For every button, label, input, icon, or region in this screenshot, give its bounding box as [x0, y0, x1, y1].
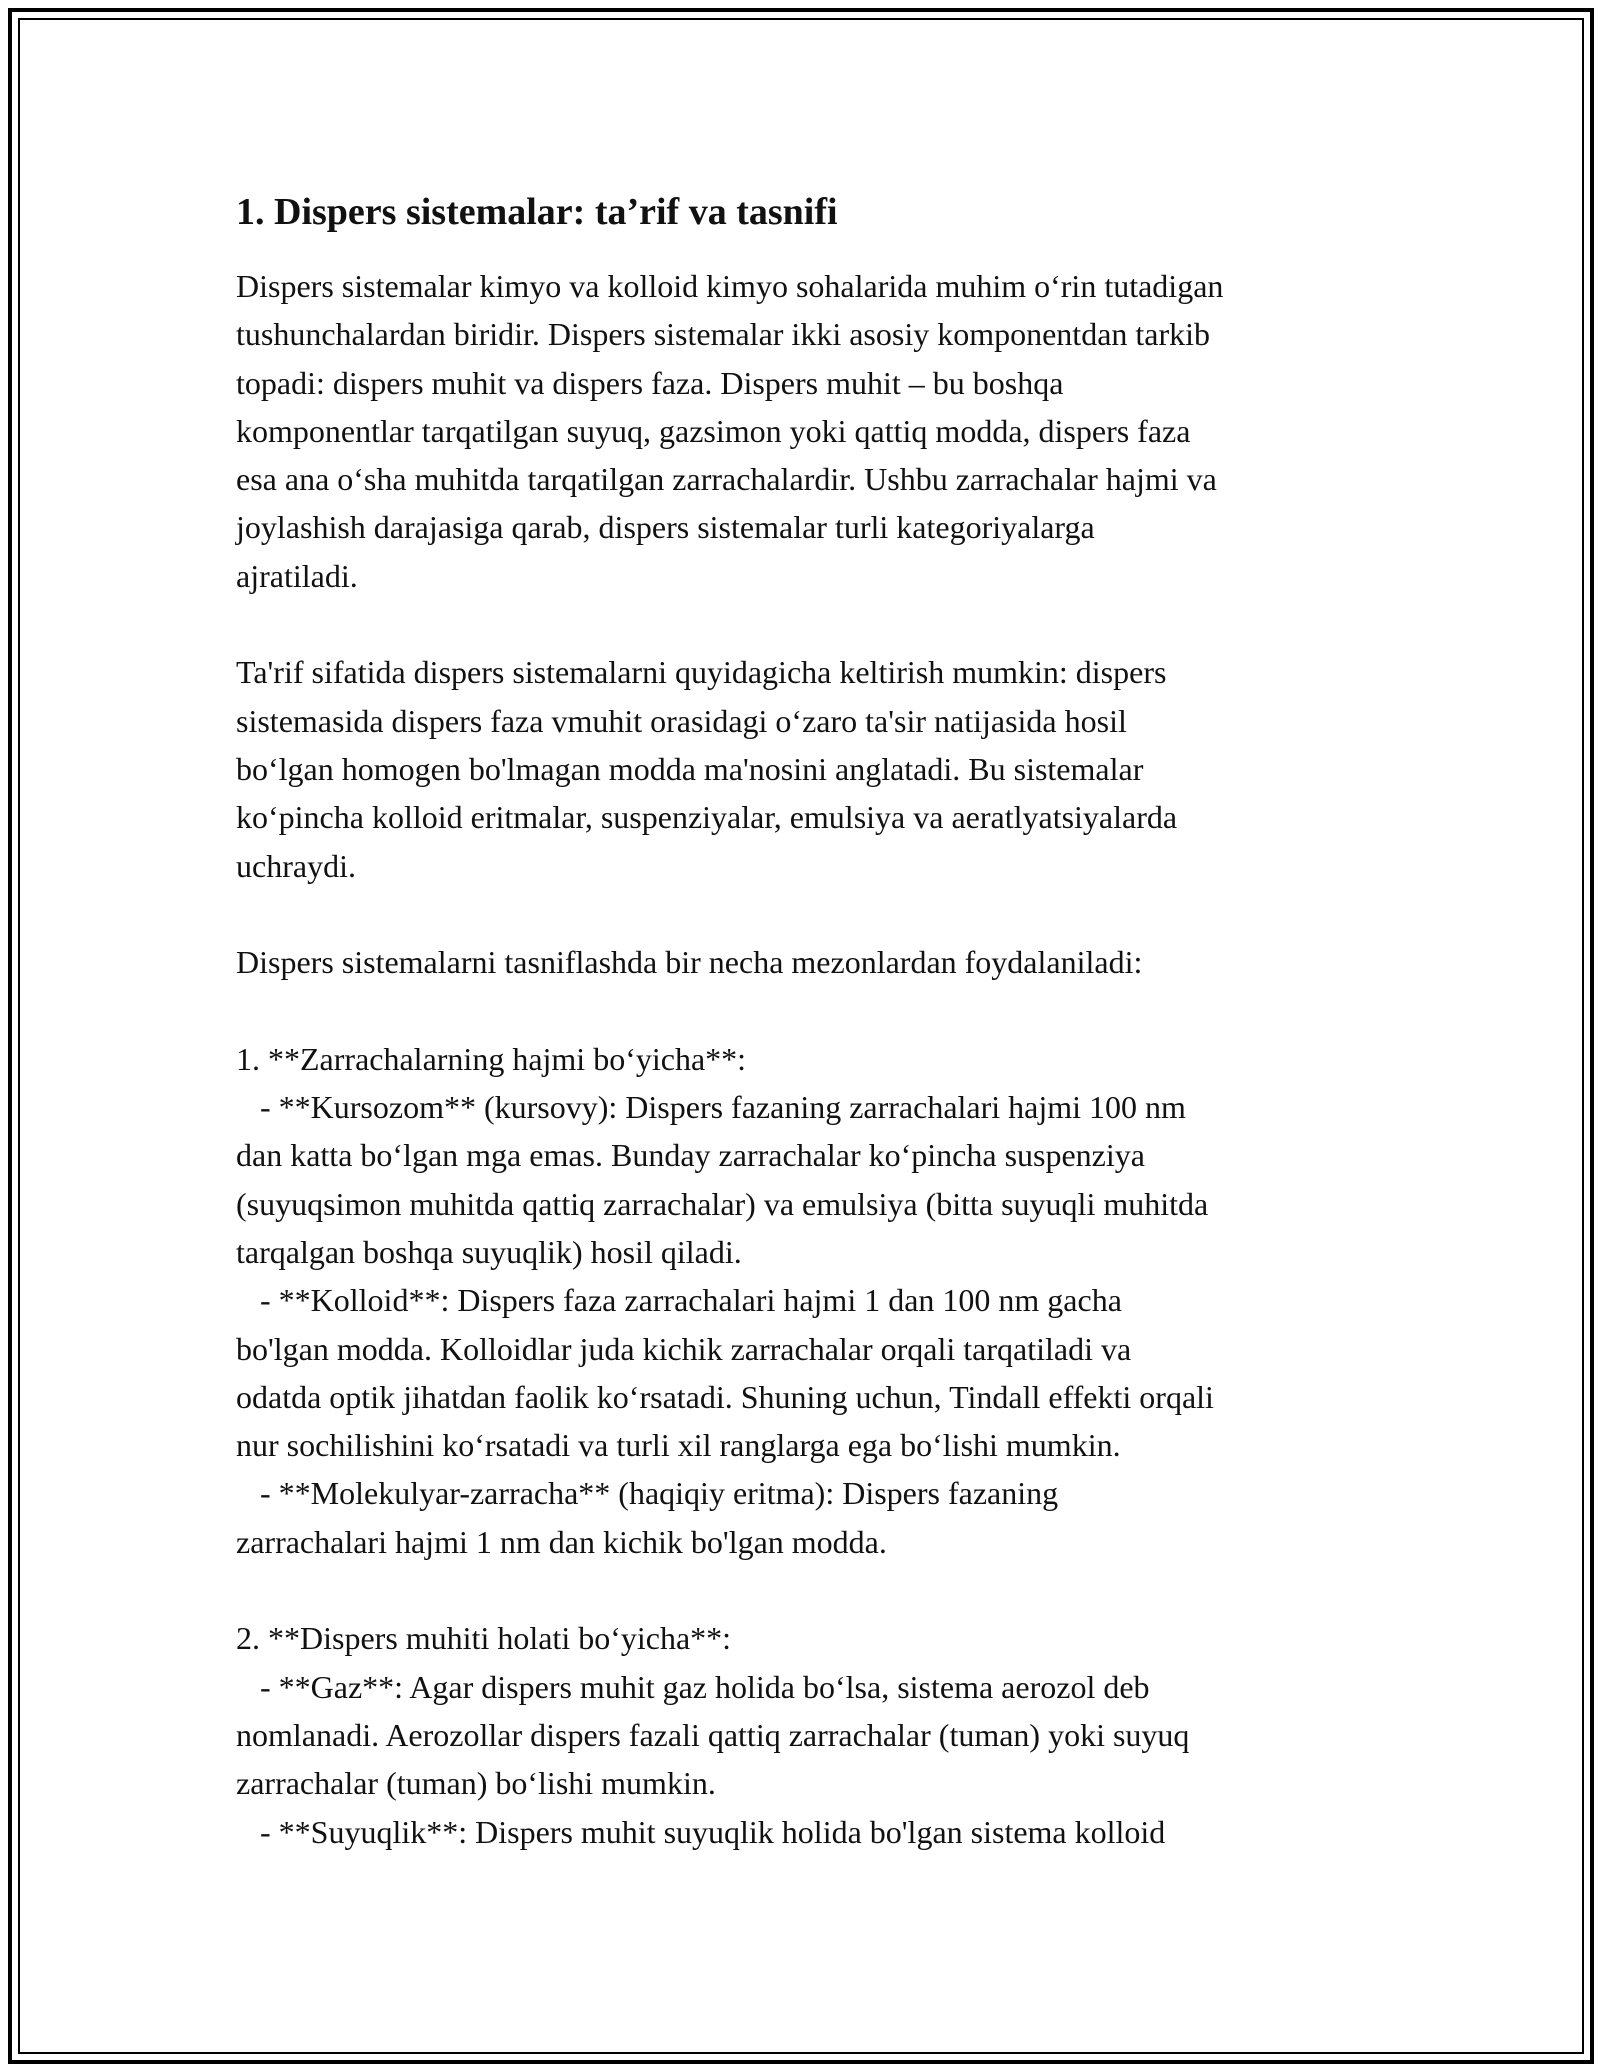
text-line: Ta'rif sifatida dispers sistemalarni quyidagicha keltirish mumkin: dispers: [236, 654, 1167, 691]
text-line: tushunchalardan biridir. Dispers sistemalar ikki asosiy komponentdan tarkib: [236, 316, 1211, 353]
text-line: - **Suyuqlik**: Dispers muhit suyuqlik holida bo'lgan sistema kolloid: [236, 1813, 1166, 1850]
paragraph-spacer: [236, 890, 1376, 938]
paragraph: [236, 648, 1376, 889]
paragraph-spacer: [236, 986, 1376, 1034]
text-line: dan katta boʻlgan mga emas. Bunday zarrachalar koʻpincha suspenziya: [236, 1137, 1145, 1174]
paragraph-spacer: [236, 600, 1376, 648]
text-line: koʻpincha kolloid eritmalar, suspenziyalar, emulsiya va aeratlyatsiyalarda: [236, 799, 1178, 836]
document-body: [236, 186, 1376, 1856]
text-line: zarrachalar (tuman) boʻlishi mumkin.: [236, 1765, 716, 1802]
text-line: - **Molekulyar-zarracha** (haqiqiy eritma): Dispers fazaning: [236, 1475, 1059, 1512]
text-line: - **Kursozom** (kursovy): Dispers fazaning zarrachalari hajmi 100 nm: [236, 1089, 1186, 1126]
text-line: nur sochilishini koʻrsatadi va turli xil ranglarga ega boʻlishi mumkin.: [236, 1427, 1121, 1464]
text-line: ajratiladi.: [236, 557, 358, 594]
paragraph: [236, 262, 1376, 600]
text-line: nomlanadi. Aerozollar dispers fazali qattiq zarrachalar (tuman) yoki suyuq: [236, 1716, 1190, 1753]
text-line: topadi: dispers muhit va dispers faza. Dispers muhit – bu boshqa: [236, 364, 1064, 401]
text-line: komponentlar tarqatilgan suyuq, gazsimon yoki qattiq modda, dispers faza: [236, 412, 1191, 449]
text-line: bo'lgan modda. Kolloidlar juda kichik zarrachalar orqali tarqatiladi va: [236, 1330, 1132, 1367]
text-line: 1. **Zarrachalarning hajmi boʻyicha**:: [236, 1040, 747, 1077]
text-line: Dispers sistemalarni tasniflashda bir necha mezonlardan foydalaniladi:: [236, 944, 1143, 981]
text-line: uchraydi.: [236, 847, 356, 884]
text-line: - **Gaz**: Agar dispers muhit gaz holida boʻlsa, sistema aerozol deb: [236, 1668, 1150, 1705]
text-line: odatda optik jihatdan faolik koʻrsatadi. Shuning uchun, Tindall effekti orqali: [236, 1378, 1214, 1415]
paragraph: [236, 1614, 1376, 1855]
text-line: joylashish darajasiga qarab, dispers sistemalar turli kategoriyalarga: [236, 509, 1095, 546]
text-line: (suyuqsimon muhitda qattiq zarrachalar) va emulsiya (bitta suyuqli muhitda: [236, 1185, 1209, 1222]
paragraph: [236, 1035, 1376, 1566]
paragraph-spacer: [236, 1566, 1376, 1614]
document-title: 1. Dispers sistemalar: ta’rif va tasnifi: [236, 191, 838, 233]
text-line: boʻlgan homogen bo'lmagan modda ma'nosini anglatadi. Bu sistemalar: [236, 750, 1144, 787]
text-line: esa ana oʻsha muhitda tarqatilgan zarrachalardir. Ushbu zarrachalar hajmi va: [236, 461, 1217, 498]
text-line: zarrachalari hajmi 1 nm dan kichik bo'lgan modda.: [236, 1523, 887, 1560]
text-line: - **Kolloid**: Dispers faza zarrachalari hajmi 1 dan 100 nm gacha: [236, 1282, 1122, 1319]
paragraph: [236, 938, 1376, 986]
text-line: 2. **Dispers muhiti holati boʻyicha**:: [236, 1620, 732, 1657]
text-line: tarqalgan boshqa suyuqlik) hosil qiladi.: [236, 1233, 742, 1270]
paragraph-container: [236, 262, 1376, 1856]
text-line: sistemasida dispers faza vmuhit orasidagi oʻzaro ta'sir natijasida hosil: [236, 702, 1127, 739]
text-line: Dispers sistemalar kimyo va kolloid kimyo sohalarida muhim oʻrin tutadigan: [236, 268, 1224, 304]
